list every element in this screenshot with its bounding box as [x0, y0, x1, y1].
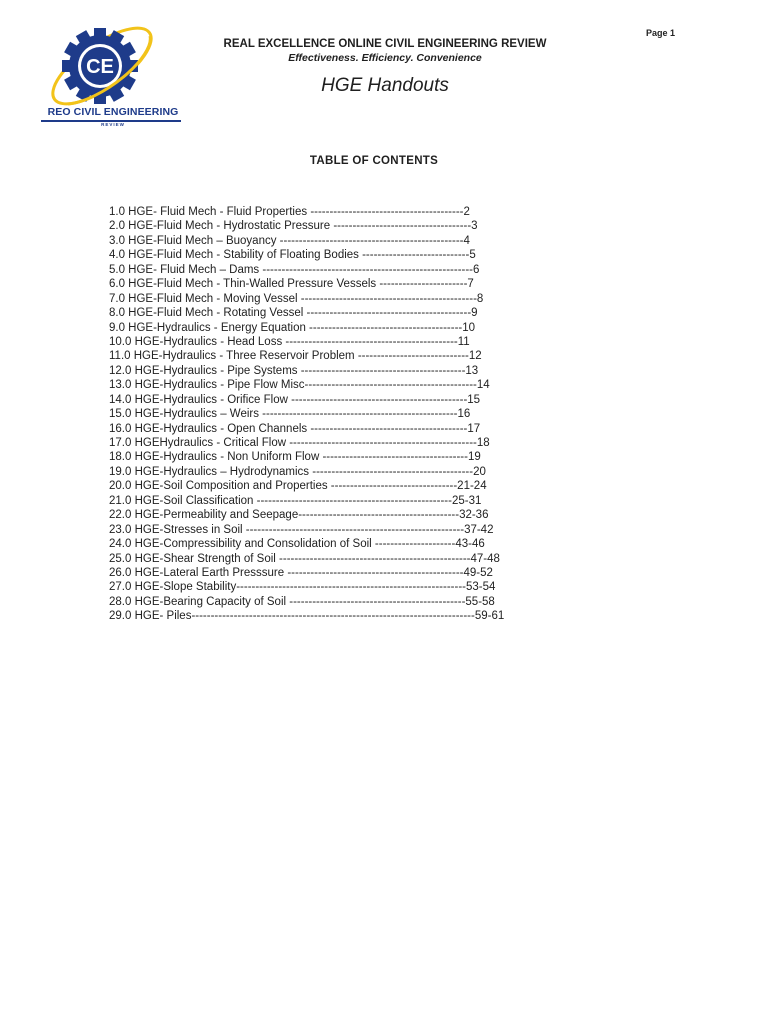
- toc-item: 19.0 HGE-Hydraulics – Hydrodynamics ------------------------------------------20: [109, 465, 486, 478]
- toc-item: 14.0 HGE-Hydraulics - Orifice Flow ----------------------------------------------15: [109, 393, 481, 406]
- toc-item: 3.0 HGE-Fluid Mech – Buoyancy ------------------------------------------------4: [109, 234, 470, 247]
- toc-item: 17.0 HGEHydraulics - Critical Flow -------------------------------------------------18: [109, 437, 490, 449]
- toc-item: 21.0 HGE-Soil Classification ---------------------------------------------------25-31: [109, 494, 482, 507]
- toc-item: 4.0 HGE-Fluid Mech - Stability of Floating Bodies ----------------------------5: [109, 249, 476, 262]
- toc-item: 28.0 HGE-Bearing Capacity of Soil ----------------------------------------------55-58: [109, 595, 495, 608]
- document-title: HGE Handouts: [321, 75, 449, 96]
- toc-item: 15.0 HGE-Hydraulics – Weirs ---------------------------------------------------16: [109, 408, 471, 421]
- page-number: Page 1: [646, 28, 676, 38]
- toc-item: 5.0 HGE- Fluid Mech – Dams -------------------------------------------------------6: [109, 263, 480, 276]
- table-of-contents: [109, 205, 609, 624]
- toc-item: 1.0 HGE- Fluid Mech - Fluid Properties ----------------------------------------2: [109, 206, 470, 218]
- toc-heading: TABLE OF CONTENTS: [309, 155, 439, 167]
- toc-item: 16.0 HGE-Hydraulics - Open Channels -----------------------------------------17: [109, 422, 481, 435]
- toc-item: 13.0 HGE-Hydraulics - Pipe Flow Misc---------------------------------------------14: [109, 379, 490, 392]
- gear-logo-icon: [38, 26, 188, 108]
- toc-item: 11.0 HGE-Hydraulics - Three Reservoir Problem -----------------------------12: [109, 350, 482, 363]
- toc-item: 22.0 HGE-Permeability and Seepage------------------------------------------32-36: [109, 509, 489, 522]
- toc-item: 12.0 HGE-Hydraulics - Pipe Systems -------------------------------------------13: [109, 364, 479, 377]
- reo-logo: [38, 26, 188, 126]
- toc-item: 6.0 HGE-Fluid Mech - Thin-Walled Pressure Vessels -----------------------7: [109, 278, 474, 291]
- toc-item: 18.0 HGE-Hydraulics - Non Uniform Flow --------------------------------------19: [109, 451, 481, 464]
- logo-sub: REVIEW: [101, 122, 125, 127]
- toc-item: 23.0 HGE-Stresses in Soil ---------------------------------------------------------37-42: [109, 523, 494, 536]
- toc-item: 8.0 HGE-Fluid Mech - Rotating Vessel -------------------------------------------9: [109, 307, 478, 320]
- toc-item: 24.0 HGE-Compressibility and Consolidation of Soil ---------------------43-46: [109, 538, 485, 551]
- header-tagline: Effectiveness. Efficiency. Convenience: [288, 52, 482, 64]
- toc-item: 9.0 HGE-Hydraulics - Energy Equation ----------------------------------------10: [109, 321, 476, 334]
- toc-item: 10.0 HGE-Hydraulics - Head Loss ---------------------------------------------11: [109, 335, 470, 348]
- toc-item: 29.0 HGE- Piles--------------------------------------------------------------------------59-61: [109, 610, 505, 623]
- logo-monogram: CE: [86, 56, 114, 78]
- logo-name: REO CIVIL ENGINEERING: [47, 106, 179, 118]
- header-title: REAL EXCELLENCE ONLINE CIVIL ENGINEERING REVIEW: [223, 38, 547, 50]
- toc-item: 25.0 HGE-Shear Strength of Soil --------------------------------------------------47-48: [109, 552, 500, 565]
- toc-item: 27.0 HGE-Slope Stability------------------------------------------------------------53-54: [109, 581, 496, 594]
- toc-item: 7.0 HGE-Fluid Mech - Moving Vessel ----------------------------------------------8: [109, 292, 484, 305]
- toc-item: 2.0 HGE-Fluid Mech - Hydrostatic Pressure ------------------------------------3: [109, 220, 478, 233]
- toc-item: 26.0 HGE-Lateral Earth Presssure ----------------------------------------------49-52: [109, 566, 493, 579]
- toc-item: 20.0 HGE-Soil Composition and Properties ---------------------------------21-24: [109, 480, 487, 493]
